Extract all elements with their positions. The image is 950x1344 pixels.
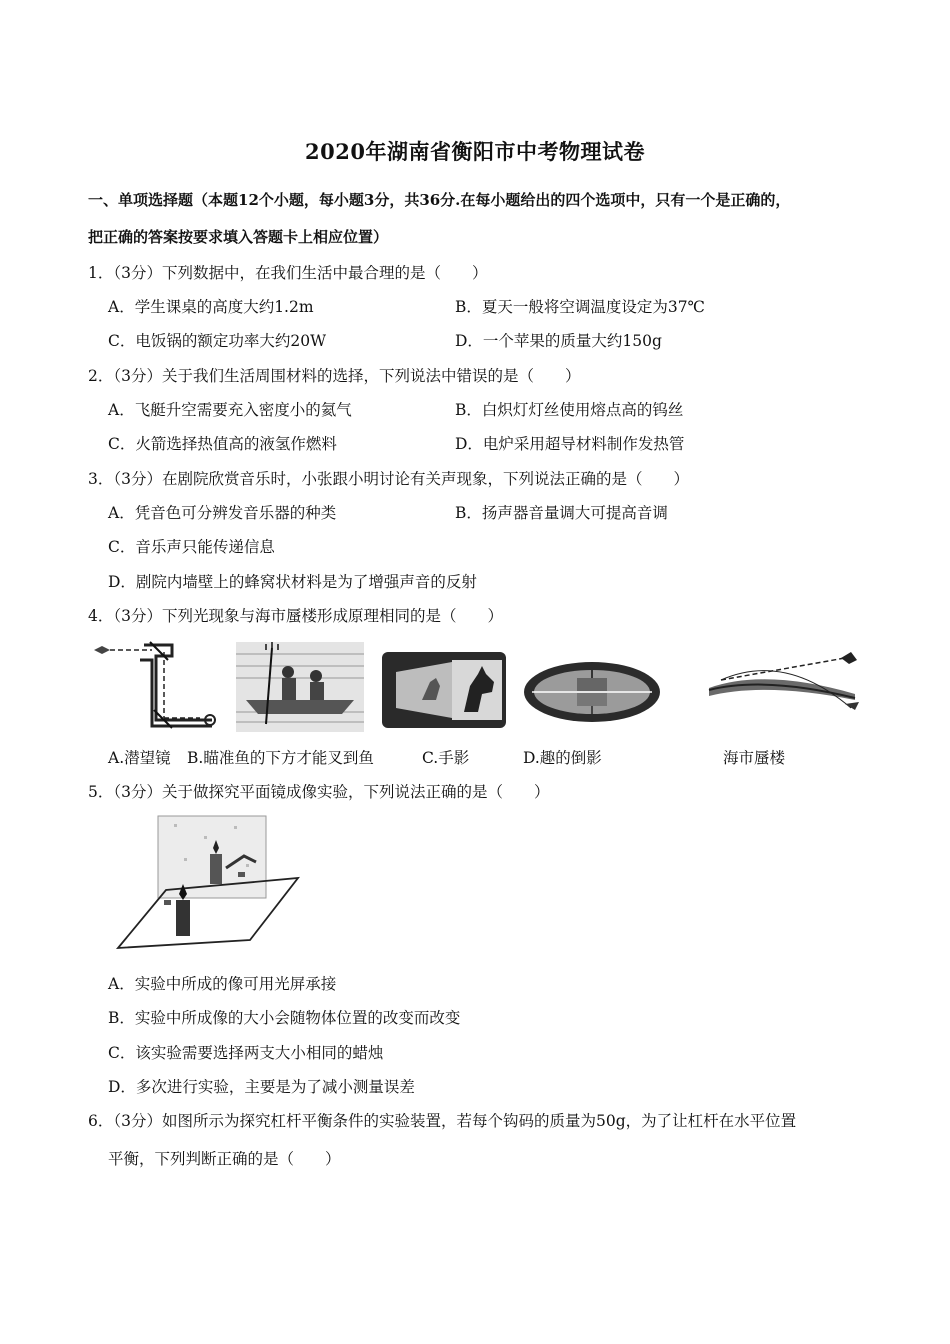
q2-stem: 2．（3分）关于我们生活周围材料的选择，下列说法中错误的是（ ） (88, 367, 581, 385)
q5-option-d: D．多次进行实验，主要是为了减小测量误差 (108, 1078, 415, 1096)
q3-stem: 3．（3分）在剧院欣赏音乐时，小张跟小明讨论有关声现象，下列说法正确的是（ ） (88, 470, 689, 488)
q4-stem: 4．（3分）下列光现象与海市蜃楼形成原理相同的是（ ） (88, 607, 503, 625)
q1-option-d: D．一个苹果的质量大约150g (455, 332, 662, 350)
plane-mirror-candles-figure (114, 814, 304, 950)
q1-stem: 1．（3分）下列数据中，在我们生活中最合理的是（ ） (88, 264, 488, 282)
q3-option-c: C．音乐声只能传递信息 (108, 538, 275, 556)
q2-option-c: C．火箭选择热值高的液氢作燃料 (108, 435, 337, 453)
q2-option-d: D．电炉采用超导材料制作发热管 (455, 435, 685, 453)
q5-option-a: A．实验中所成的像可用光屏承接 (108, 975, 337, 993)
q4-caption-mirage: 海市蜃楼 (723, 749, 786, 767)
section-heading-line2: 把正确的答案按要求填入答题卡上相应位置） (88, 228, 389, 246)
q5-option-b: B．实验中所成像的大小会随物体位置的改变而改变 (108, 1009, 461, 1027)
q3-option-a: A．凭音色可分辨发音乐器的种类 (108, 504, 337, 522)
q1-option-a: A．学生课桌的高度大约1.2m (108, 298, 314, 316)
q1-option-b: B．夏天一般将空调温度设定为37℃ (455, 298, 705, 316)
q4-caption-d: D.趣的倒影 (523, 749, 602, 767)
q2-option-b: B．白炽灯灯丝使用熔点高的钨丝 (455, 401, 684, 419)
mirage-figure (705, 648, 865, 718)
fishing-boat-figure (236, 642, 364, 732)
reflection-figure (522, 660, 662, 724)
exam-title: 2020年湖南省衡阳市中考物理试卷 (305, 139, 645, 164)
q3-option-b: B．扬声器音量调大可提高音调 (455, 504, 668, 522)
q3-option-d: D．剧院内墙壁上的蜂窝状材料是为了增强声音的反射 (108, 573, 477, 591)
q5-option-c: C．该实验需要选择两支大小相同的蜡烛 (108, 1044, 384, 1062)
q5-stem: 5．（3分）关于做探究平面镜成像实验，下列说法正确的是（ ） (88, 783, 550, 801)
q4-caption-a: A.潜望镜 (108, 749, 171, 767)
section-heading-line1: 一、单项选择题（本题12个小题，每小题3分，共36分.在每小题给出的四个选项中，只有一个是正确的， (88, 191, 791, 209)
q6-stem-line2: 平衡，下列判断正确的是（ ） (108, 1150, 341, 1168)
q4-caption-b: B.瞄准鱼的下方才能叉到鱼 (187, 749, 374, 767)
q6-stem-line1: 6．（3分）如图所示为探究杠杆平衡条件的实验装置，若每个钩码的质量为50g，为了让杠杆在水平位置 (88, 1112, 797, 1130)
q2-option-a: A．飞艇升空需要充入密度小的氦气 (108, 401, 352, 419)
periscope-figure (92, 640, 227, 732)
hand-shadow-figure (382, 652, 506, 728)
q4-caption-c: C.手影 (422, 749, 470, 767)
q1-option-c: C．电饭锅的额定功率大约20W (108, 332, 327, 350)
